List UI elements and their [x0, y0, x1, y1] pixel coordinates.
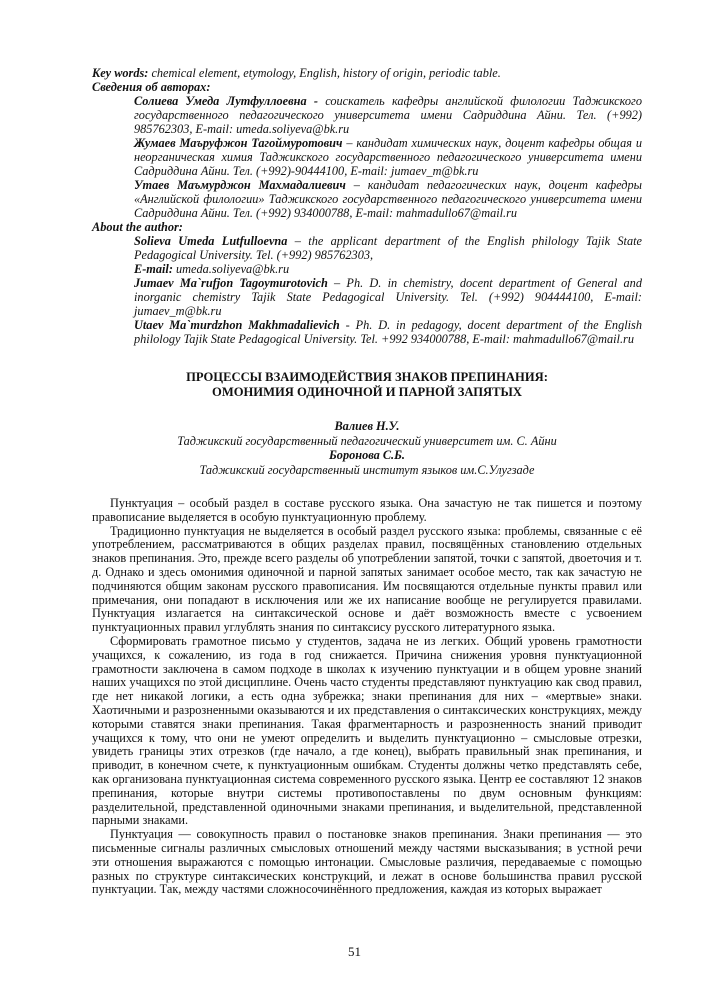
author-info: – кандидат педагогических наук, доцент кафедры «Английской филологии» Таджикского государственного педагогического университета имени Садриддина Айни. Тел. (+992) 934000788, E-mail: mahmadullo67@mail.ru [134, 178, 642, 220]
author-entry [134, 136, 642, 178]
authors-ru-label: Сведения об авторах: [92, 80, 211, 94]
author-info: соискатель кафедры английской филологии Таджикского государственного педагогического университета имени Садриддина Айни. Тел. (+992) 985762303, E-mail: umeda.soliyeva@bk.ru [134, 94, 642, 136]
article-title [92, 370, 642, 399]
keywords-label: Key words: [92, 66, 149, 80]
author-entry [134, 318, 642, 346]
body-paragraph: Пунктуация — совокупность правил о постановке знаков препинания. Знаки препинания — это письменные сигналы различных смысловых отношений между частями высказывания; в устной речи эти отношения выражаются с помощью интонации. Смысловые различия, передаваемые с помощью разных по структуре синтаксических конструкций, и лежат в основе большинства правил русской пунктуации. Так, между частями сложносочинённого предложения, каждая из которых выражает [92, 827, 642, 897]
article-author-affiliation: Таджикский государственный педагогический университет им. С. Айни [177, 433, 557, 448]
author-entry [134, 234, 642, 276]
author-name: Utaev Ma`murdzhon Makhmadalievich [134, 318, 340, 332]
author-entry [134, 94, 642, 136]
page-content [92, 66, 642, 897]
author-info: – the applicant department of the English philology Tajik State Pedagogical University. Tel. (+992) 985762303, [134, 234, 642, 262]
email-label: E-mail: [134, 262, 173, 276]
page-number: 51 [348, 944, 361, 959]
keywords-text: chemical element, etymology, English, history of origin, periodic table. [151, 66, 501, 80]
article-title-line: ПРОЦЕССЫ ВЗАИМОДЕЙСТВИЯ ЗНАКОВ ПРЕПИНАНИЯ: [186, 370, 548, 384]
author-name: Jumaev Ma`rufjon Tagoymurotovich [134, 276, 328, 290]
article-author-affiliation: Таджикский государственный институт языков им.С.Улугзаде [199, 462, 535, 477]
keywords [92, 66, 642, 80]
article-body [92, 497, 642, 897]
author-email: umeda.soliyeva@bk.ru [172, 262, 290, 276]
authors-ru-list [134, 94, 642, 220]
author-name: Жумаев Маъруфжон Тагоймуротович [134, 136, 343, 150]
author-name: Утаев Маъмурджон Махмадалиевич [134, 178, 346, 192]
authors-en-label: About the author: [92, 220, 183, 234]
article-title-line: ОМОНИМИЯ ОДИНОЧНОЙ И ПАРНОЙ ЗАПЯТЫХ [212, 384, 522, 399]
author-info: - Ph. D. in pedagogy, docent department of the English philology Tajik State Pedagogical University. Tel. +992 934000788, E-mail: mahmadullo67@mail.ru [134, 318, 642, 346]
author-entry [134, 178, 642, 220]
article-byline [92, 419, 642, 477]
authors-en-list [134, 234, 642, 346]
article-author-name: Боронова С.Б. [328, 448, 406, 462]
author-name: Солиева Умеда Лутфуллоевна - [134, 94, 318, 108]
author-name: Solieva Umeda Lutfulloevna [134, 234, 288, 248]
body-paragraph: Сформировать грамотное письмо у студентов, задача не из легких. Общий уровень грамотности учащихся, к сожалению, из года в год снижается. Причина снижения уровня пунктуационной грамотности заключена в самом подходе в школах к изучению пунктуации и в общем уровне знаний наших учащихся по этой дисциплине. Очень часто студенты представляют пунктуацию как свод правил, где нет никакой логики, а есть одна зубрежка; знаки препинания для них – «мертвые» знаки. Хаотичными и разрозненными оказываются и их представления о синтаксических конструкциях, между которыми ставятся знаки препинания. Такая фрагментарность и разрозненность знаний приводит учащихся к тому, что они не умеют определить и выделить пунктуационно – смысловые отрезки, увидеть границы этих отрезков (где начало, а где конец), выбрать правильный знак препинания, и приводит, в конечном счете, к пунктуационным ошибкам. Студенты должны четко представлять себе, как организована пунктуационная система современного русского языка. Центр ее составляют 12 знаков препинания, которые внутри системы противопоставлены по двум основным функциям: разделительной, представленной одиночными знаками препинания, и выделительной, представленной парными знаками. [92, 633, 642, 828]
article-author-name: Валиев Н.У. [334, 419, 400, 433]
author-info: – кандидат химических наук, доцент кафедры общая и неорганическая химия Таджикского государственного педагогического университета имени Садриддина Айни. Тел. (+992)-90444100, E-mail: jumaev_m@bk.ru [134, 136, 643, 178]
author-entry [134, 276, 642, 318]
body-paragraph: Традиционно пунктуация не выделяется в особый раздел русского языка: проблемы, связанные с её употреблением, рассматриваются в общих разделах правил, посвящённых становлению отдельных знаков препинания. Это, прежде всего разделы об употреблении запятой, точки с запятой, двоеточия и т. д. Однако и здесь омонимия одиночной и парной запятых занимает особое место, так как зачастую не подчиняются общим законам русского правописания. Им посвящаются отдельные пункты правил или примечания, они попадают в исключения или же их написание вообще не регулируется правилами. Пунктуация излагается на синтаксической основе и даёт возможность вместе с усвоением пунктуационных правил углублять знания по синтаксису русского литературного языка. [92, 523, 642, 635]
body-paragraph: Пунктуация – особый раздел в составе русского языка. Она зачастую не так пишется и поэтому правописание выделяется в особую пунктуационную проблему. [92, 496, 642, 524]
author-info: – Ph. D. in chemistry, docent department of General and inorganic chemistry Tajik State Pedagogical University. Tel. (+992) 904444100, E-mail: jumaev_m@bk.ru [134, 276, 642, 318]
